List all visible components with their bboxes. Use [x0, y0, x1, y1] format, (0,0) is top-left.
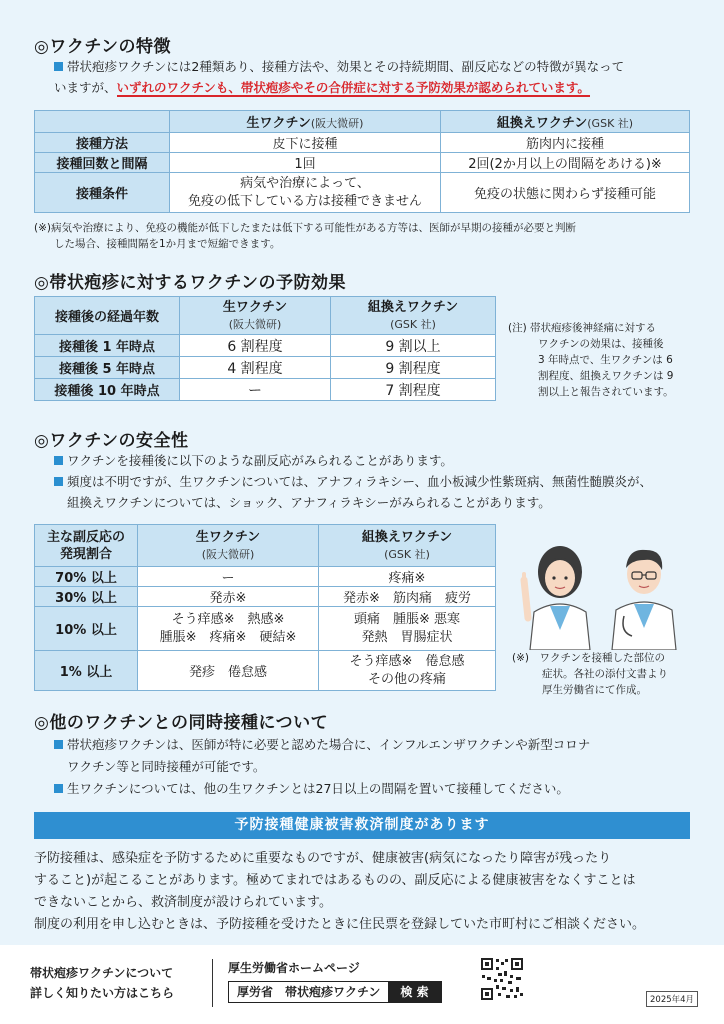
- highlight-text: いずれのワクチンも、帯状疱疹やその合併症に対する予防効果が認められています。: [116, 80, 590, 95]
- footer-info-text: 帯状疱疹ワクチンについて 詳しく知りたい方はこちら: [30, 966, 175, 1000]
- footer-site-label: 厚生労働省ホームページ: [228, 961, 360, 975]
- bullet-square-icon: [54, 456, 63, 465]
- issue-date: 2025年4月: [646, 991, 698, 1007]
- section-title-efficacy: ◎帯状疱疹に対するワクチンの予防効果: [34, 273, 346, 293]
- side-effect-table: 主な副反応の 発現割合 生ワクチン (阪大微研) 組換えワクチン (GSK 社) 70% 以上 ー 疼痛※ 30% 以上 発赤※ 発赤※ 筋肉痛 疲労 10% 以上 そう痒感※ 熱感※ 腫脹※ 疼痛※ 硬結※ 頭痛 腫脹※ 悪寒 発熱 胃腸症状 1% 以上 発疹 倦怠感 そう痒感※ 倦怠感 その他の疼痛: [34, 524, 496, 691]
- bullet-square-icon: [54, 740, 63, 749]
- section-title-simultaneous: ◎他のワクチンとの同時接種について: [34, 713, 329, 733]
- relief-banner: 予防接種健康被害救済制度があります: [34, 812, 690, 839]
- efficacy-table: 接種後の経過年数 生ワクチン (阪大微研) 組換えワクチン (GSK 社) 接種後 1 年時点 6 割程度 9 割以上 接種後 5 年時点 4 割程度 9 割程度 接種後 10 年時点 ー 7 割程度: [34, 296, 496, 401]
- qr-code-icon[interactable]: [480, 957, 524, 1001]
- search-button[interactable]: 検 索: [388, 982, 440, 1002]
- simultaneous-bullets: 帯状疱疹ワクチンは、医師が特に必要と認めた場合に、インフルエンザワクチンや新型コロナ ワクチン等と同時接種が可能です。 生ワクチンについては、他の生ワクチンとは27日以上の間隔を置いて接種してください。: [54, 734, 704, 800]
- male-doctor-icon: [612, 550, 676, 650]
- footer: [0, 945, 724, 1024]
- relief-paragraph: 予防接種は、感染症を予防するために重要なものですが、健康被害(病気になったり障害が残ったり すること)が起こることがあります。極めてまれではあるものの、副反応による健康被害をなくすことは できないことから、救済制度が設けられています。 制度の利用を申し込むときは、予防接種を受けたときに住民票を登録していた市町村にご相談ください。: [34, 851, 646, 932]
- efficacy-note: (注) 帯状疱疹後神経痛に対する ワクチンの効果は、接種後 3 年時点で、生ワクチンは 6 割程度、組換えワクチンは 9 割以上と報告されています。: [508, 322, 674, 398]
- features-text: 帯状疱疹ワクチンには2種類あり、接種方法や、効果とその持続期間、副反応などの特徴が異なって いますが、いずれのワクチンも、帯状疱疹やその合併症に対する予防効果が認められています。: [54, 59, 625, 95]
- footer-divider: [212, 959, 213, 1007]
- side-effect-note: (※) ワクチンを接種した部位の 症状。各社の添付文書より 厚生労働省にて作成。: [512, 652, 668, 696]
- features-table: 生ワクチン(阪大微研) 組換えワクチン(GSK 社) 接種方法 皮下に接種 筋肉内に接種 接種回数と間隔 1回 2回(2か月以上の間隔をあける)※ 接種条件 病気や治療によって、 免疫の低下している方は接種できません 免疫の状態に関わらず接種可能: [34, 110, 690, 213]
- row-label: 接種条件: [35, 173, 170, 213]
- safety-bullets: ワクチンを接種後に以下のような副反応がみられることがあります。 頻度は不明ですが、生ワクチンについては、アナフィラキシー、血小板減少性紫斑病、無菌性髄膜炎が、 組換えワクチンについては、ショック、アナフィラキシーがみられることがあります。: [54, 450, 704, 513]
- bullet-square-icon: [54, 62, 63, 71]
- bullet-square-icon: [54, 477, 63, 486]
- female-doctor-icon: [522, 546, 590, 650]
- section-title-safety: ◎ワクチンの安全性: [34, 431, 189, 451]
- bullet-square-icon: [54, 784, 63, 793]
- features-note: (※)病気や治療により、免疫の機能が低下したまたは低下する可能性がある方等は、医師が早期の接種が必要と判断 した場合、接種間隔を1か月まで短縮できます。: [34, 222, 576, 250]
- search-query[interactable]: 厚労省 帯状疱疹ワクチン: [229, 982, 388, 1002]
- section-title-features: ◎ワクチンの特徴: [34, 37, 171, 57]
- search-box[interactable]: [228, 981, 442, 1003]
- row-label: 接種回数と間隔: [35, 153, 170, 173]
- row-label: 接種方法: [35, 133, 170, 153]
- doctors-illustration: [520, 520, 700, 650]
